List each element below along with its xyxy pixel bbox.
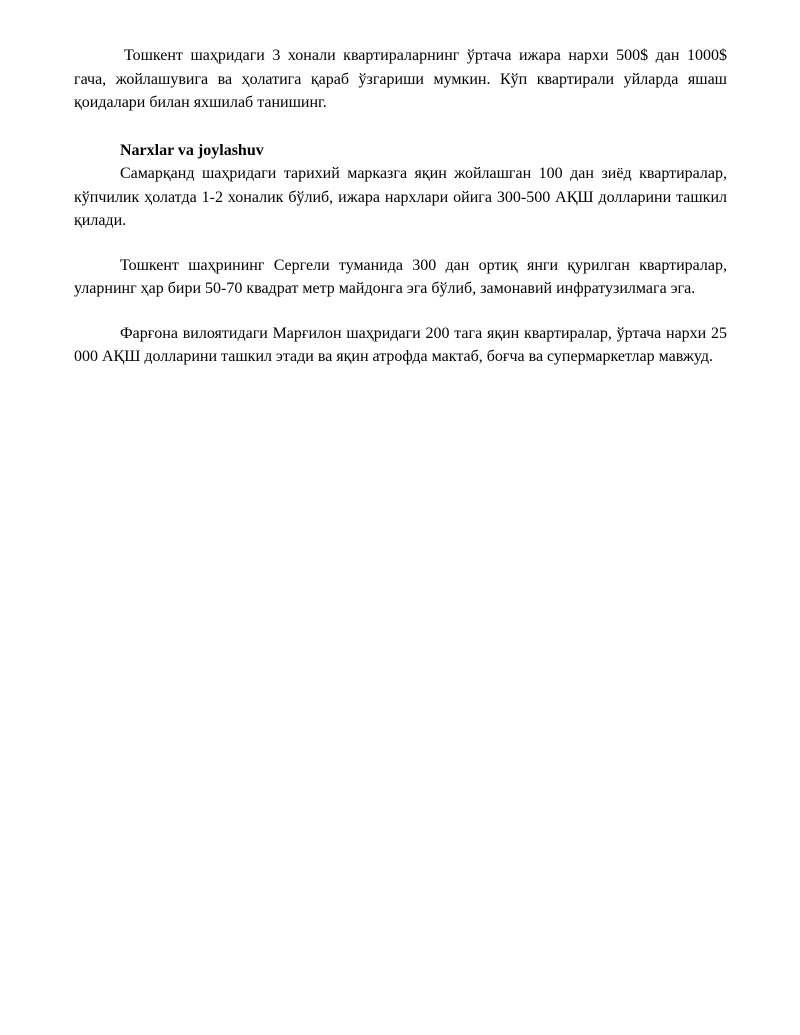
paragraph-margilan: Фарғона вилоятидаги Марғилон шаҳридаги 200 тага яқин квартиралар, ўртача нархи 25 000 АҚШ долларини ташкил этади ва яқин атрофда мактаб, боғча ва супермаркетлар мавжуд. [74, 324, 727, 365]
document-body [74, 44, 727, 369]
section-heading: Narxlar va joylashuv [120, 141, 264, 159]
paragraph-sergeli: Тошкент шаҳрининг Сергели туманида 300 дан ортиқ янги қурилган квартиралар, уларнинг ҳар бири 50-70 квадрат метр майдонга эга бўлиб, замонавий инфратузилмага эга. [74, 256, 727, 297]
paragraph-samarkand: Самарқанд шаҳридаги тарихий марказга яқин жойлашган 100 дан зиёд квартиралар, кўпчилик ҳолатда 1-2 хоналик бўлиб, ижара нархлари ойига 300-500 АҚШ долларини ташкил қилади. [74, 165, 727, 229]
intro-paragraph: Тошкент шаҳридаги 3 хонали квартираларнинг ўртача ижара нархи 500$ дан 1000$ гача, жойлашувига ва ҳолатига қараб ўзгариши мумкин. Кўп квартирали уйларда яшаш қоидалари билан яхшилаб танишинг. [74, 47, 727, 111]
